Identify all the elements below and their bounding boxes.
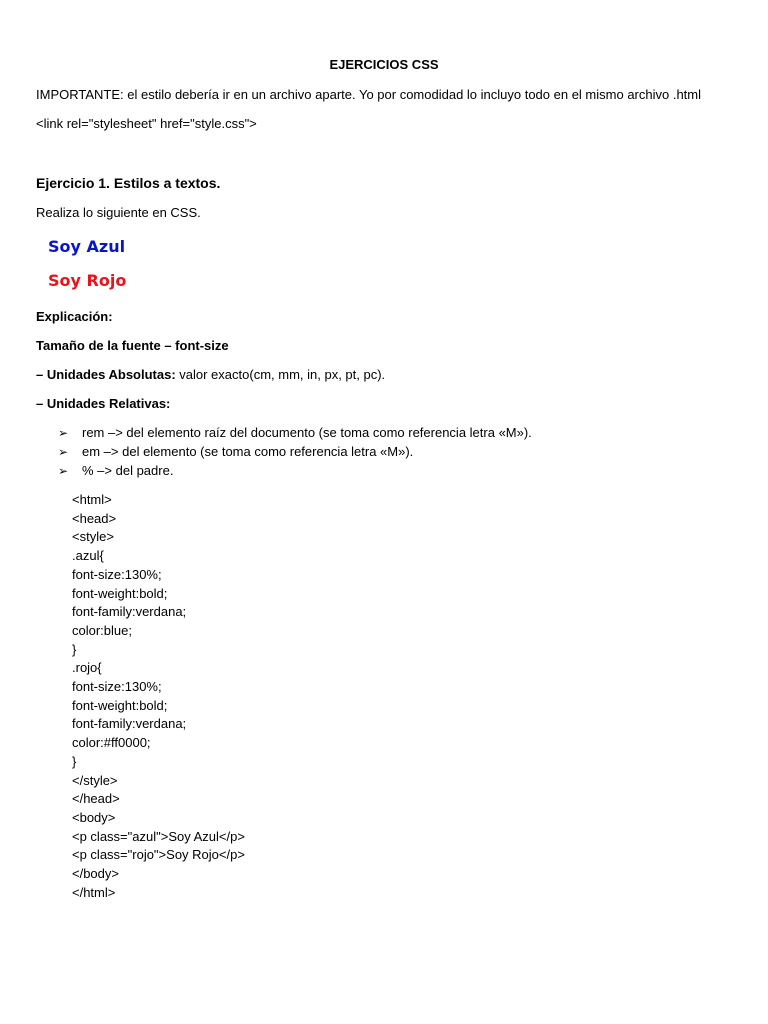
code-line: <html>	[72, 492, 112, 507]
arrowhead-bullet-icon: ➢	[58, 426, 69, 440]
important-note: IMPORTANTE: el estilo debería ir en un archivo aparte. Yo por comodidad lo incluyo todo en el mismo archivo .html	[36, 87, 702, 102]
code-line: }	[72, 641, 77, 657]
code-line: font-size:130%;	[72, 566, 162, 582]
arrowhead-bullet-icon: ➢	[58, 445, 69, 459]
code-line: <style>	[72, 529, 114, 545]
list-item	[58, 444, 413, 460]
code-line: <head>	[72, 510, 117, 526]
code-line: </head>	[72, 791, 120, 807]
list-item-text: em –> del elemento (se toma como referencia letra «M»).	[82, 444, 414, 459]
absolute-units-line	[36, 367, 385, 383]
code-line: </body>	[72, 866, 119, 882]
exercise-heading: Ejercicio 1. Estilos a textos.	[36, 175, 221, 191]
code-line: }	[72, 753, 77, 769]
sample-red-text: Soy Rojo	[48, 271, 127, 290]
code-line: font-family:verdana;	[72, 604, 187, 620]
sample-blue-text: Soy Azul	[48, 237, 126, 256]
code-line: .rojo{	[72, 660, 102, 676]
code-line: font-weight:bold;	[72, 697, 168, 713]
code-line: color:#ff0000;	[72, 735, 151, 751]
code-line: <body>	[72, 809, 116, 825]
code-line: .azul{	[72, 548, 104, 564]
absolute-units-value: valor exacto(cm, mm, in, px, pt, pc).	[175, 367, 386, 382]
code-line: font-family:verdana;	[72, 716, 187, 732]
code-block	[72, 491, 245, 902]
relative-units-label: – Unidades Relativas:	[36, 396, 171, 411]
list-item-text: % –> del padre.	[82, 463, 174, 478]
instruction-text: Realiza lo siguiente en CSS.	[36, 205, 201, 220]
code-line: font-weight:bold;	[72, 585, 168, 601]
code-line: font-size:130%;	[72, 679, 162, 695]
font-size-line: Tamaño de la fuente – font-size	[36, 338, 229, 353]
list-item-text: rem –> del elemento raíz del documento (se toma como referencia letra «M»).	[82, 425, 532, 440]
code-line: </style>	[72, 772, 118, 788]
list-item	[58, 463, 173, 479]
code-line: <p class="rojo">Soy Rojo</p>	[72, 847, 245, 863]
stylesheet-link-line: <link rel="stylesheet" href="style.css">	[36, 116, 257, 131]
explanation-label: Explicación:	[36, 309, 113, 324]
code-line: <p class="azul">Soy Azul</p>	[72, 828, 245, 844]
absolute-units-label: – Unidades Absolutas:	[36, 367, 176, 382]
arrowhead-bullet-icon: ➢	[58, 464, 69, 478]
code-line: </html>	[72, 884, 116, 900]
code-line: color:blue;	[72, 622, 132, 638]
list-item	[58, 425, 532, 441]
document-title: EJERCICIOS CSS	[329, 57, 439, 72]
